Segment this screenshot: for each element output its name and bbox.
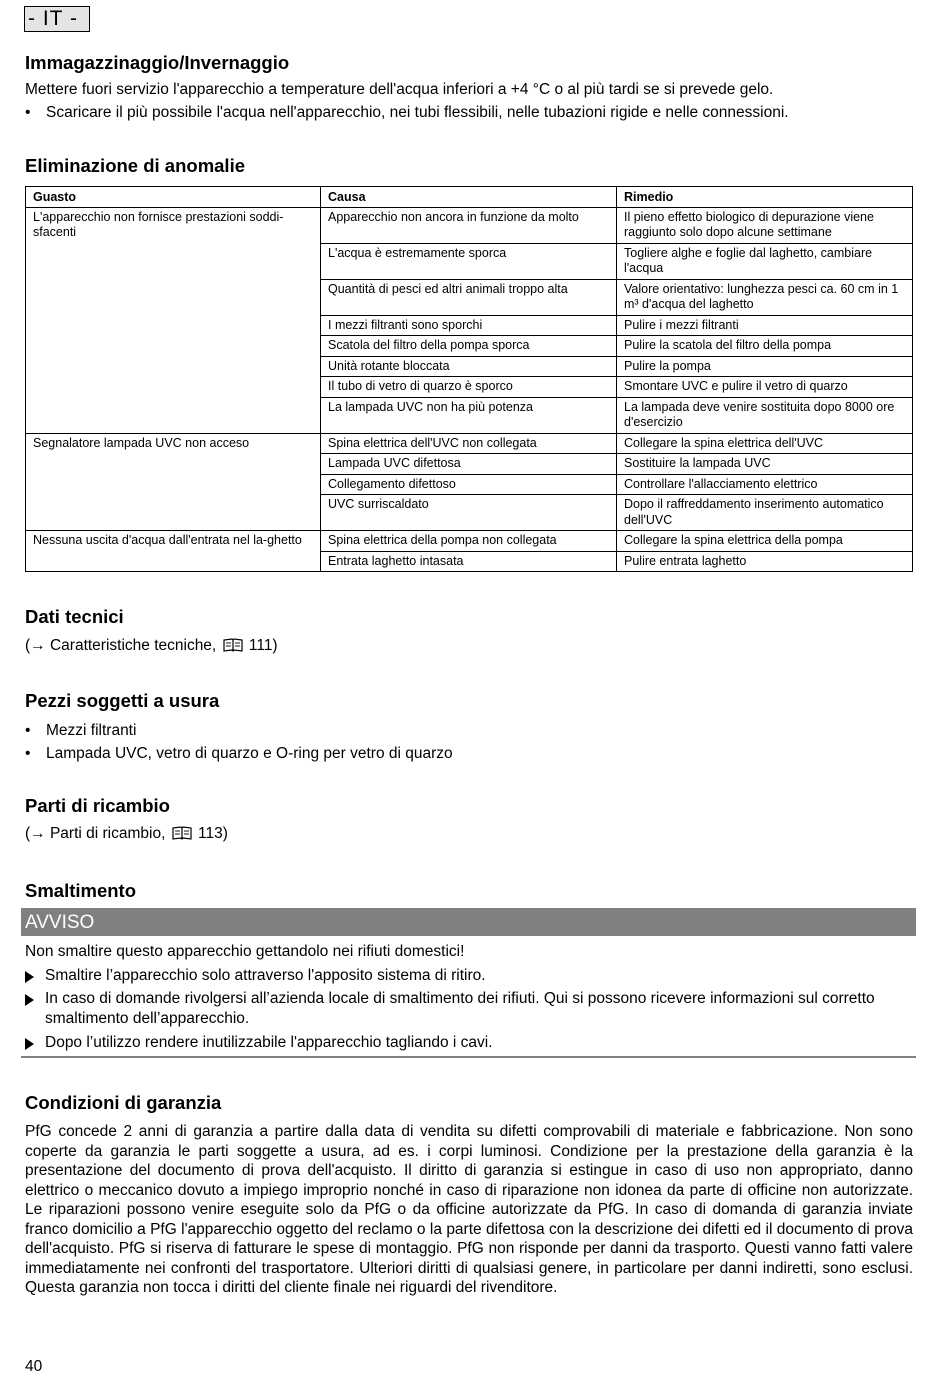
fault-cell: L'apparecchio non fornisce prestazioni soddi-sfacenti (26, 207, 321, 433)
remedy-cell: Togliere alghe e foglie dal laghetto, cambiare l'acqua (617, 243, 913, 279)
remedy-cell: Valore orientativo: lunghezza pesci ca. 60 cm in 1 m³ d'acqua del laghetto (617, 279, 913, 315)
cause-cell: Spina elettrica della pompa non collegata (321, 531, 617, 552)
language-tag: - IT - (24, 6, 90, 32)
remedy-cell: Controllare l'allacciamento elettrico (617, 474, 913, 495)
book-icon (223, 638, 243, 652)
arrow-bullet-icon (25, 1038, 34, 1050)
remedy-cell: Il pieno effetto biologico di depurazione viene raggiunto solo dopo alcune settimane (617, 207, 913, 243)
book-icon (172, 826, 192, 840)
cause-cell: Apparecchio non ancora in funzione da molto (321, 207, 617, 243)
remedy-cell: Pulire i mezzi filtranti (617, 315, 913, 336)
bullet-dot-icon: • (25, 745, 31, 762)
arrow-bullet-icon (25, 971, 34, 983)
column-header-remedy: Rimedio (617, 187, 913, 208)
remedy-cell: Dopo il raffreddamento inserimento automatico dell'UVC (617, 495, 913, 531)
remedy-cell: Smontare UVC e pulire il vetro di quarzo (617, 377, 913, 398)
spare-parts-reference: (→ Parti di ricambio, 113) (25, 825, 228, 842)
cause-cell: Il tubo di vetro di quarzo è sporco (321, 377, 617, 398)
column-header-fault: Guasto (26, 187, 321, 208)
fault-cell: Segnalatore lampada UVC non acceso (26, 433, 321, 531)
table-body (26, 207, 913, 572)
disposal-step: Smaltire l’apparecchio solo attraverso l'apposito sistema di ritiro. (25, 966, 905, 986)
cause-cell: I mezzi filtranti sono sporchi (321, 315, 617, 336)
remedy-cell: La lampada deve venire sostituita dopo 8000 ore d'esercizio (617, 397, 913, 433)
disposal-step: In caso di domande rivolgersi all’azienda locale di smaltimento dei rifiuti. Qui si possono ricevere informazioni sul corretto smaltimento dell’apparecchio. (25, 989, 905, 1029)
remedy-cell: Pulire entrata laghetto (617, 551, 913, 572)
remedy-cell: Pulire la scatola del filtro della pompa (617, 336, 913, 357)
cause-cell: Unità rotante bloccata (321, 356, 617, 377)
storage-text: Mettere fuori servizio l'apparecchio a temperature dell'acqua inferiori a +4 °C o al più tardi se si prevede gelo. (25, 81, 774, 98)
storage-heading: Immagazzinaggio/Invernaggio (25, 52, 290, 73)
cause-cell: Collegamento difettoso (321, 474, 617, 495)
fault-cell: Nessuna uscita d'acqua dall'entrata nel la-ghetto (26, 531, 321, 572)
disposal-heading: Smaltimento (25, 880, 137, 901)
arrow-bullet-icon (25, 994, 34, 1006)
cause-cell: Scatola del filtro della pompa sporca (321, 336, 617, 357)
notice-label: AVVISO (21, 908, 916, 936)
cause-cell: Quantità di pesci ed altri animali troppo alta (321, 279, 617, 315)
cause-cell: UVC surriscaldato (321, 495, 617, 531)
remedy-cell: Sostituire la lampada UVC (617, 454, 913, 475)
spare-parts-heading: Parti di ricambio (25, 795, 170, 816)
troubleshooting-heading: Eliminazione di anomalie (25, 155, 245, 176)
notice-text: Non smaltire questo apparecchio gettandolo nei rifiuti domestici! (25, 943, 465, 960)
technical-reference: (→ Caratteristiche tecniche, 111) (25, 637, 278, 654)
remedy-cell: Collegare la spina elettrica dell'UVC (617, 433, 913, 454)
bullet-dot-icon: • (25, 722, 31, 739)
table-row (26, 531, 913, 552)
section-divider (21, 1056, 916, 1058)
page-number: 40 (25, 1358, 43, 1375)
cause-cell: Lampada UVC difettosa (321, 454, 617, 475)
technical-heading: Dati tecnici (25, 606, 124, 627)
warranty-text: PfG concede 2 anni di garanzia a partire dalla data di vendita su difetti comprovabili di materiale e fabbricazione. Non sono coperte da garanzia le parti soggette a usura, ad es. i corpi luminosi. Condizione per la prestazione della garanzia è la presentazione del documento di prova dell'acquisto. Il diritto di garanzia si estingue in caso di uso non appropriato, danno elettrico o meccanico dovuto a impiego improprio nonché in caso di riparazione non idonea da parte di officine non autorizzate. Le riparazioni possono venire eseguite solo da PfG o da officine autorizzate da PfG. In caso di domanda di garanzia inviate franco domicilio a PfG l'apparecchio oggetto del reclamo o la parte difettosa con la descrizione dei difetti ed il documento di prova dell'acquisto. PfG si riserva di fatturare le spese di montaggio. PfG non risponde per danni da trasporto. Questi vanno fatti valere immediatamente nei confronti del trasportatore. Ulteriori diritti di qualsiasi genere, in particolare per danni indiretti, sono esclusi. Questa garanzia non tocca i diritti del cliente finale nei riguardi del rivenditore. (25, 1123, 913, 1296)
column-header-cause: Causa (321, 187, 617, 208)
troubleshooting-table (25, 186, 913, 572)
cause-cell: Entrata laghetto intasata (321, 551, 617, 572)
disposal-step: Dopo l’utilizzo rendere inutilizzabile l'apparecchio tagliando i cavi. (25, 1033, 905, 1053)
table-header-row (26, 187, 913, 208)
wear-parts-heading: Pezzi soggetti a usura (25, 690, 220, 711)
warranty-heading: Condizioni di garanzia (25, 1092, 222, 1113)
cause-cell: La lampada UVC non ha più potenza (321, 397, 617, 433)
bullet-dot-icon: • (25, 104, 31, 121)
cause-cell: Spina elettrica dell'UVC non collegata (321, 433, 617, 454)
cause-cell: L'acqua è estremamente sporca (321, 243, 617, 279)
remedy-cell: Pulire la pompa (617, 356, 913, 377)
remedy-cell: Collegare la spina elettrica della pompa (617, 531, 913, 552)
table-row (26, 433, 913, 454)
table-row (26, 207, 913, 243)
